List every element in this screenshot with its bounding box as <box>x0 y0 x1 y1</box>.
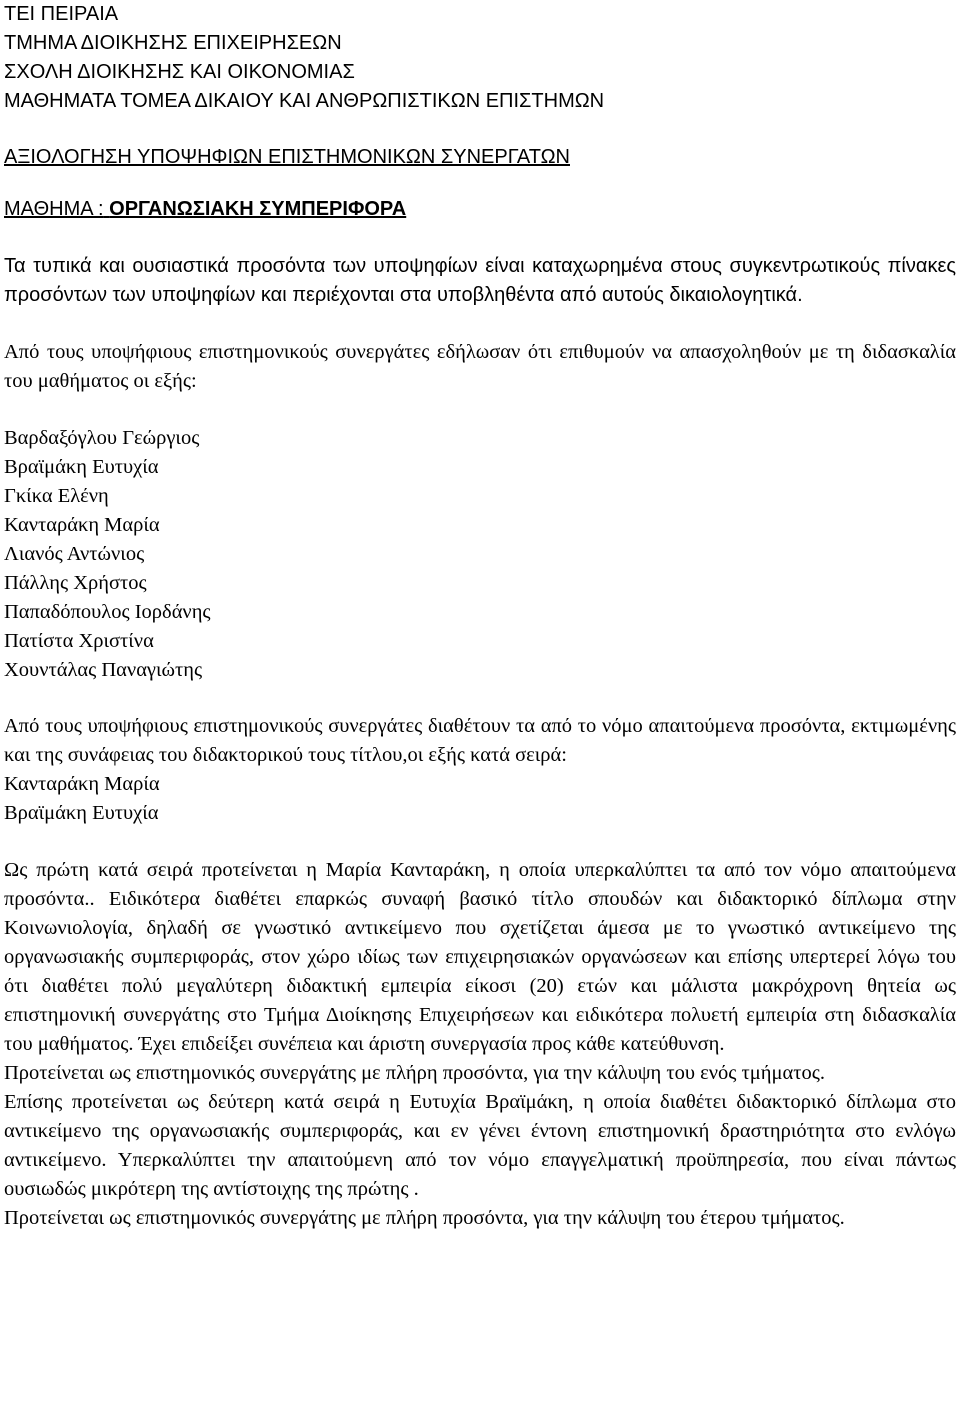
list-item: Λιανός Αντώνιος <box>4 543 145 565</box>
list-item: Βραϊμάκη Ευτυχία <box>4 456 159 478</box>
first-proposal-paragraph: Ως πρώτη κατά σειρά προτείνεται η Μαρία Κανταράκη, η οποία υπερκαλύπτει τα από τον νόμο απαιτούμενα προσόντα.. Ειδικότερα διαθέτει επαρκώς συναφή βασικό τίτλο σπουδών και διδακτορικό δίπλωμα στην Κοινωνιολογία, δηλαδή σε γνωστικό αντικείμενο που σχετίζεται άμεσα με το γνωστικό αντικείμενο της οργανωσιακής συμπεριφοράς, στον χώρο ιδίως των επιχειρησιακών οργανώσεων και επίσης υπερτερεί λόγω του ότι διαθέτει πολύ μεγαλύτερη διδακτική εμπειρία είκοσι (20) ετών και μάλιστα μακρόχρονη θητεία ως επιστημονική συνεργάτης στο Τμήμα Διοίκησης Επιχειρήσεων και ειδικότερα πολυετή εμπειρία στη διδασκαλία του μαθήματος. Έχει επιδείξει συνέπεια και άριστη συνεργασία προς κάθε κατεύθυνση. <box>4 859 956 1055</box>
second-proposal-paragraph: Επίσης προτείνεται ως δεύτερη κατά σειρά η Ευτυχία Βραϊμάκη, η οποία διαθέτει διδακτορικό δίπλωμα στο αντικείμενο της οργανωσιακής συμπεριφοράς, και εν γένει έντονη επιστημονική δραστηριότητα στο ενλόγω αντικείμενο. Υπερκαλύπτει την απαιτούμενη από τον νόμο επαγγελματική προϋπηρεσία, που είναι πάντως ουσιωδώς μικρότερη της αντίστοιχης της πρώτης . <box>4 1091 956 1200</box>
second-coverage-paragraph: Προτείνεται ως επιστημονικός συνεργάτης με πλήρη προσόντα, για την κάλυψη του έτερου τμήματος. <box>4 1207 845 1229</box>
document-header <box>4 0 956 116</box>
list-item: Πατίστα Χριστίνα <box>4 630 154 652</box>
list-item: Παπαδόπουλος Ιορδάνης <box>4 601 211 623</box>
intro-paragraph: Τα τυπικά και ουσιαστικά προσόντα των υποψηφίων είναι καταχωρημένα στους συγκεντρωτικούς πίνακες προσόντων των υποψηφίων και περιέχονται στα υποβληθέντα από αυτούς δικαιολογητικά. <box>4 255 956 306</box>
list-item: Γκίκα Ελένη <box>4 485 109 507</box>
course-label: ΜΑΘΗΜΑ : <box>4 198 104 220</box>
list-item: Βαρδαξόγλου Γεώργιος <box>4 427 200 449</box>
course-heading <box>4 195 956 224</box>
course-name: ΟΡΓΑΝΩΣΙΑΚΗ ΣΥΜΠΕΡΙΦΟΡΑ <box>109 198 407 220</box>
list-item: Χουντάλας Παναγιώτης <box>4 659 203 681</box>
header-courses-sector: ΜΑΘΗΜΑΤΑ ΤΟΜΕΑ ΔΙΚΑΙΟΥ ΚΑΙ ΑΝΘΡΩΠΙΣΤΙΚΩΝ ΕΠΙΣΤΗΜΩΝ <box>4 90 605 112</box>
ranked-list <box>4 770 956 828</box>
candidates-intro: Από τους υποψήφιους επιστημονικούς συνεργάτες εδήλωσαν ότι επιθυμούν να απασχοληθούν με τη διδασκαλία του μαθήματος οι εξής: <box>4 341 956 392</box>
header-department: ΤΜΗΜΑ ΔΙΟΙΚΗΣΗΣ ΕΠΙΧΕΙΡΗΣΕΩΝ <box>4 32 342 54</box>
list-item: Κανταράκη Μαρία <box>4 773 160 795</box>
list-item: Κανταράκη Μαρία <box>4 514 160 536</box>
ranking-intro: Από τους υποψήφιους επιστημονικούς συνεργάτες διαθέτουν τα από το νόμο απαιτούμενα προσόντα, εκτιμωμένης και της συνάφειας του διδακτορικού τους τίτλου,οι εξής κατά σειρά: <box>4 715 956 766</box>
header-school: ΣΧΟΛΗ ΔΙΟΙΚΗΣΗΣ ΚΑΙ ΟΙΚΟΝΟΜΙΑΣ <box>4 61 355 83</box>
evaluation-title: ΑΞΙΟΛΟΓΗΣΗ ΥΠΟΨΗΦΙΩΝ ΕΠΙΣΤΗΜΟΝΙΚΩΝ ΣΥΝΕΡΓΑΤΩΝ <box>4 146 570 168</box>
candidates-list <box>4 424 956 685</box>
first-coverage-paragraph: Προτείνεται ως επιστημονικός συνεργάτης με πλήρη προσόντα, για την κάλυψη του ενός τμήματος. <box>4 1062 825 1084</box>
list-item: Βραϊμάκη Ευτυχία <box>4 802 159 824</box>
header-institution: ΤΕΙ ΠΕΙΡΑΙΑ <box>4 3 119 25</box>
list-item: Πάλλης Χρήστος <box>4 572 147 594</box>
